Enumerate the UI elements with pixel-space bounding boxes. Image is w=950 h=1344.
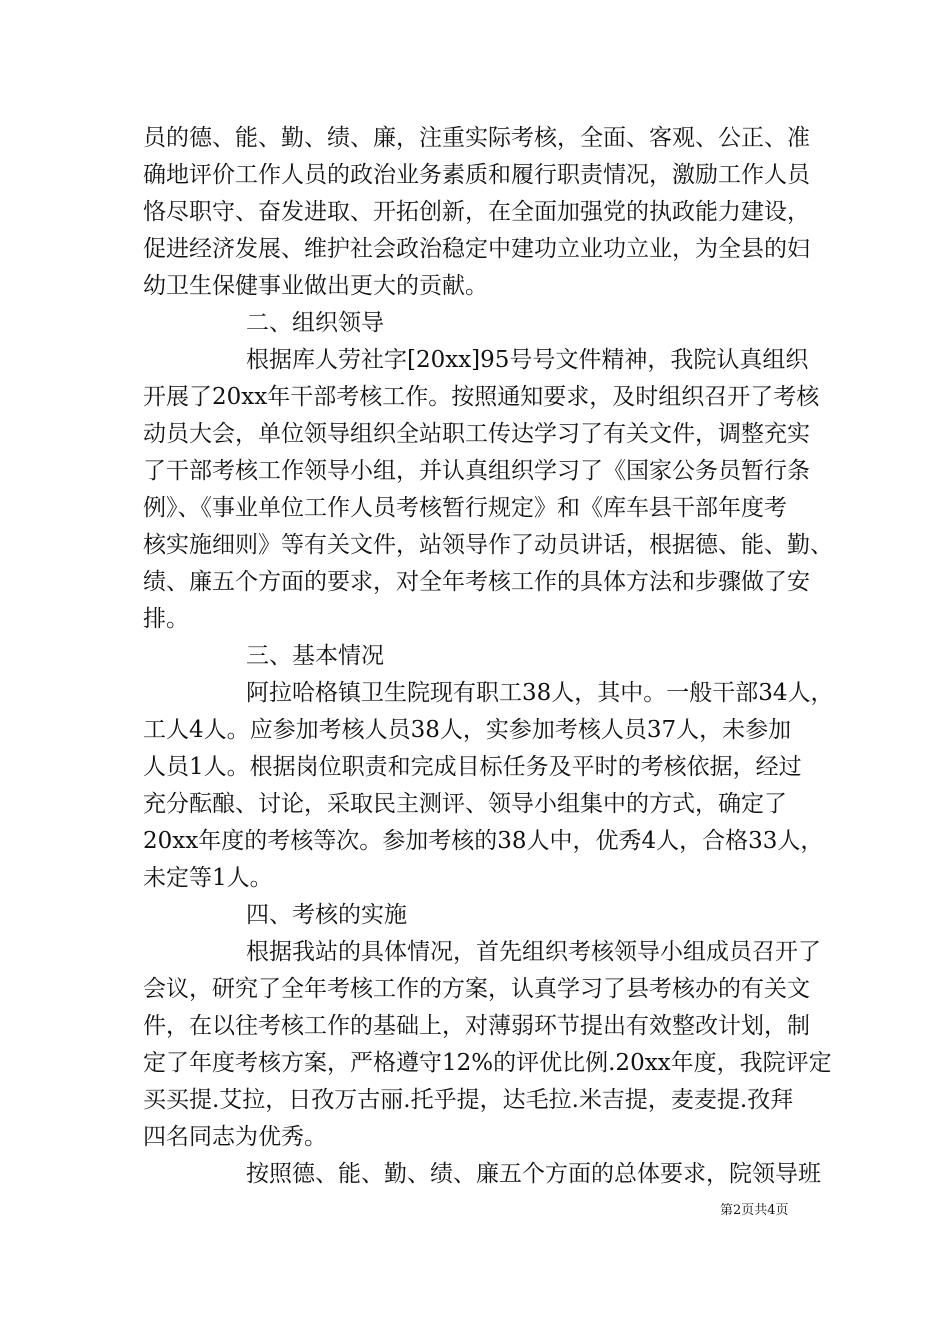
section-heading: 四、考核的实施 xyxy=(246,902,407,928)
text-line: 确地评价工作人员的政治业务素质和履行职责情况，激励工作人员 xyxy=(143,162,810,188)
text-line: 人员1人。根据岗位职责和完成目标任务及平时的考核依据，经过 xyxy=(143,754,802,780)
section-heading: 三、基本情况 xyxy=(246,643,384,669)
text-line: 排。 xyxy=(143,606,189,632)
text-line: 未定等1人。 xyxy=(143,865,273,891)
page-number: 第2页共4页 xyxy=(720,1203,789,1218)
text-line: 促进经济发展、维护社会政治稳定中建功立业功立业，为全县的妇 xyxy=(143,236,810,262)
text-line: 例》、《事业单位工作人员考核暂行规定》和《库车县干部年度考 xyxy=(143,495,787,521)
text-line: 工人4人。应参加考核人员38人，实参加考核人员37人，未参加 xyxy=(143,717,792,743)
text-line: 按照德、能、勤、绩、廉五个方面的总体要求，院领导班 xyxy=(246,1161,821,1187)
text-line: 幼卫生保健事业做出更大的贡献。 xyxy=(143,273,488,299)
text-line: 买买提.艾拉，日孜万古丽.托乎提，达毛拉.米吉提，麦麦提.孜拜 xyxy=(143,1087,794,1113)
text-line: 件，在以往考核工作的基础上，对薄弱环节提出有效整改计划，制 xyxy=(143,1013,810,1039)
section-heading: 二、组织领导 xyxy=(246,310,384,336)
text-line: 动员大会，单位领导组织全站职工传达学习了有关文件，调整充实 xyxy=(143,421,810,447)
text-line: 绩、廉五个方面的要求，对全年考核工作的具体方法和步骤做了安 xyxy=(143,569,810,595)
text-line: 20xx年度的考核等次。参加考核的38人中，优秀4人，合格33人， xyxy=(143,828,824,854)
text-line: 员的德、能、勤、绩、廉，注重实际考核，全面、客观、公正、准 xyxy=(143,125,810,151)
text-line: 充分酝酿、讨论，采取民主测评、领导小组集中的方式，确定了 xyxy=(143,791,787,817)
text-line: 会议，研究了全年考核工作的方案，认真学习了县考核办的有关文 xyxy=(143,976,810,1002)
text-line: 根据我站的具体情况，首先组织考核领导小组成员召开了 xyxy=(246,939,821,965)
text-line: 四名同志为优秀。 xyxy=(143,1124,327,1150)
text-line: 恪尽职守、奋发进取、开拓创新，在全面加强党的执政能力建设， xyxy=(143,199,810,225)
text-line: 开展了20xx年干部考核工作。按照通知要求，及时组织召开了考核 xyxy=(143,384,820,410)
text-line: 阿拉哈格镇卫生院现有职工38人，其中。一般干部34人， xyxy=(246,680,834,706)
text-line: 定了年度考核方案，严格遵守12%的评优比例.20xx年度，我院评定 xyxy=(143,1050,832,1076)
text-line: 根据库人劳社字[20xx]95号号文件精神，我院认真组织 xyxy=(246,347,809,373)
text-line: 了干部考核工作领导小组，并认真组织学习了《国家公务员暂行条 xyxy=(143,458,810,484)
text-line: 核实施细则》等有关文件，站领导作了动员讲话，根据德、能、勤、 xyxy=(143,532,833,558)
